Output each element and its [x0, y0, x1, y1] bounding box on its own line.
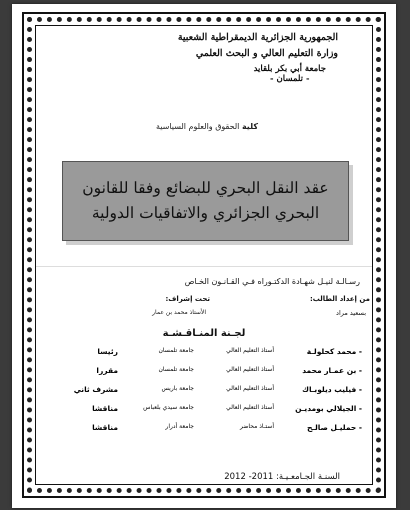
- member-institution: جامعة أدرار: [165, 423, 194, 430]
- header-block: [178, 30, 338, 62]
- university-city: - تلمسان -: [270, 74, 310, 84]
- student-name: بسعيد مراد: [336, 309, 366, 317]
- member-role: مناقشا: [92, 404, 118, 413]
- member-name: - فيليب ديلوبـاك: [302, 385, 362, 394]
- member-rank: أستاذ التعليم العالي: [226, 366, 274, 373]
- member-name: - حمليـل صالـح: [307, 423, 362, 432]
- member-role: مناقشا: [92, 423, 118, 432]
- document-page: [12, 4, 396, 508]
- divider: [36, 266, 372, 267]
- member-institution: جامعة تلمسان: [158, 347, 194, 354]
- committee-heading: لجـنة المنـاقـشـة: [162, 328, 246, 339]
- thesis-title-box: [62, 161, 349, 241]
- member-name: - الجيلالي بومديـن: [295, 404, 362, 413]
- thesis-title-line-1: عقد النقل البحري للبضائع وفقا للقانون: [82, 179, 329, 197]
- ministry-name: وزارة التعليم العالي و البحث العلمي: [195, 48, 338, 59]
- committee-row: [42, 366, 362, 380]
- thesis-title-line-2: البحري الجزائري والاتفاقيات الدولية: [91, 204, 320, 222]
- member-role: رئيسا: [97, 347, 118, 356]
- member-name: - بن عمـار محمد: [302, 366, 362, 375]
- committee-row: [42, 385, 362, 399]
- member-rank: أستاذ التعليم العالي: [226, 347, 274, 354]
- committee-row: [42, 404, 362, 418]
- member-institution: جامعة باريس: [161, 385, 194, 392]
- member-name: - محمد كحلولـة: [306, 347, 362, 356]
- faculty-rest: الحقوق والعلوم السياسية: [155, 122, 242, 131]
- member-role: مقررا: [96, 366, 118, 375]
- thesis-degree-line: رسـالـة لنيـل شهـادة الدكتـوراه فـي القـانـون الخـاص: [184, 277, 360, 286]
- member-rank: أستاذ التعليم العالي: [226, 404, 274, 411]
- committee-row: [42, 423, 362, 437]
- republic-name: الجمهورية الجزائرية الديمقراطية الشعبية: [177, 32, 338, 43]
- university-name: جامعة أبي بكر بلقايد: [253, 64, 326, 74]
- supervisor-name: الأستاذ محمد بن عمار: [152, 309, 206, 316]
- supervisor-label: تحت إشراف:: [165, 295, 210, 303]
- university-block: [254, 64, 326, 84]
- member-role: مشرف ثاني: [73, 385, 118, 394]
- member-rank: أستـاذ محاضر: [240, 423, 274, 430]
- committee-row: [42, 347, 362, 361]
- member-institution: جامعة تلمسان: [158, 366, 194, 373]
- member-rank: أستاذ التعليم العالي: [226, 385, 274, 392]
- student-label: من إعداد الطالب:: [309, 295, 370, 303]
- academic-year: السنـة الجـامعـيـة: 2011- 2012: [224, 472, 340, 482]
- faculty-name: [156, 122, 258, 131]
- member-institution: جامعة سيدي بلعباس: [143, 404, 194, 411]
- faculty-word: كلية: [241, 122, 258, 131]
